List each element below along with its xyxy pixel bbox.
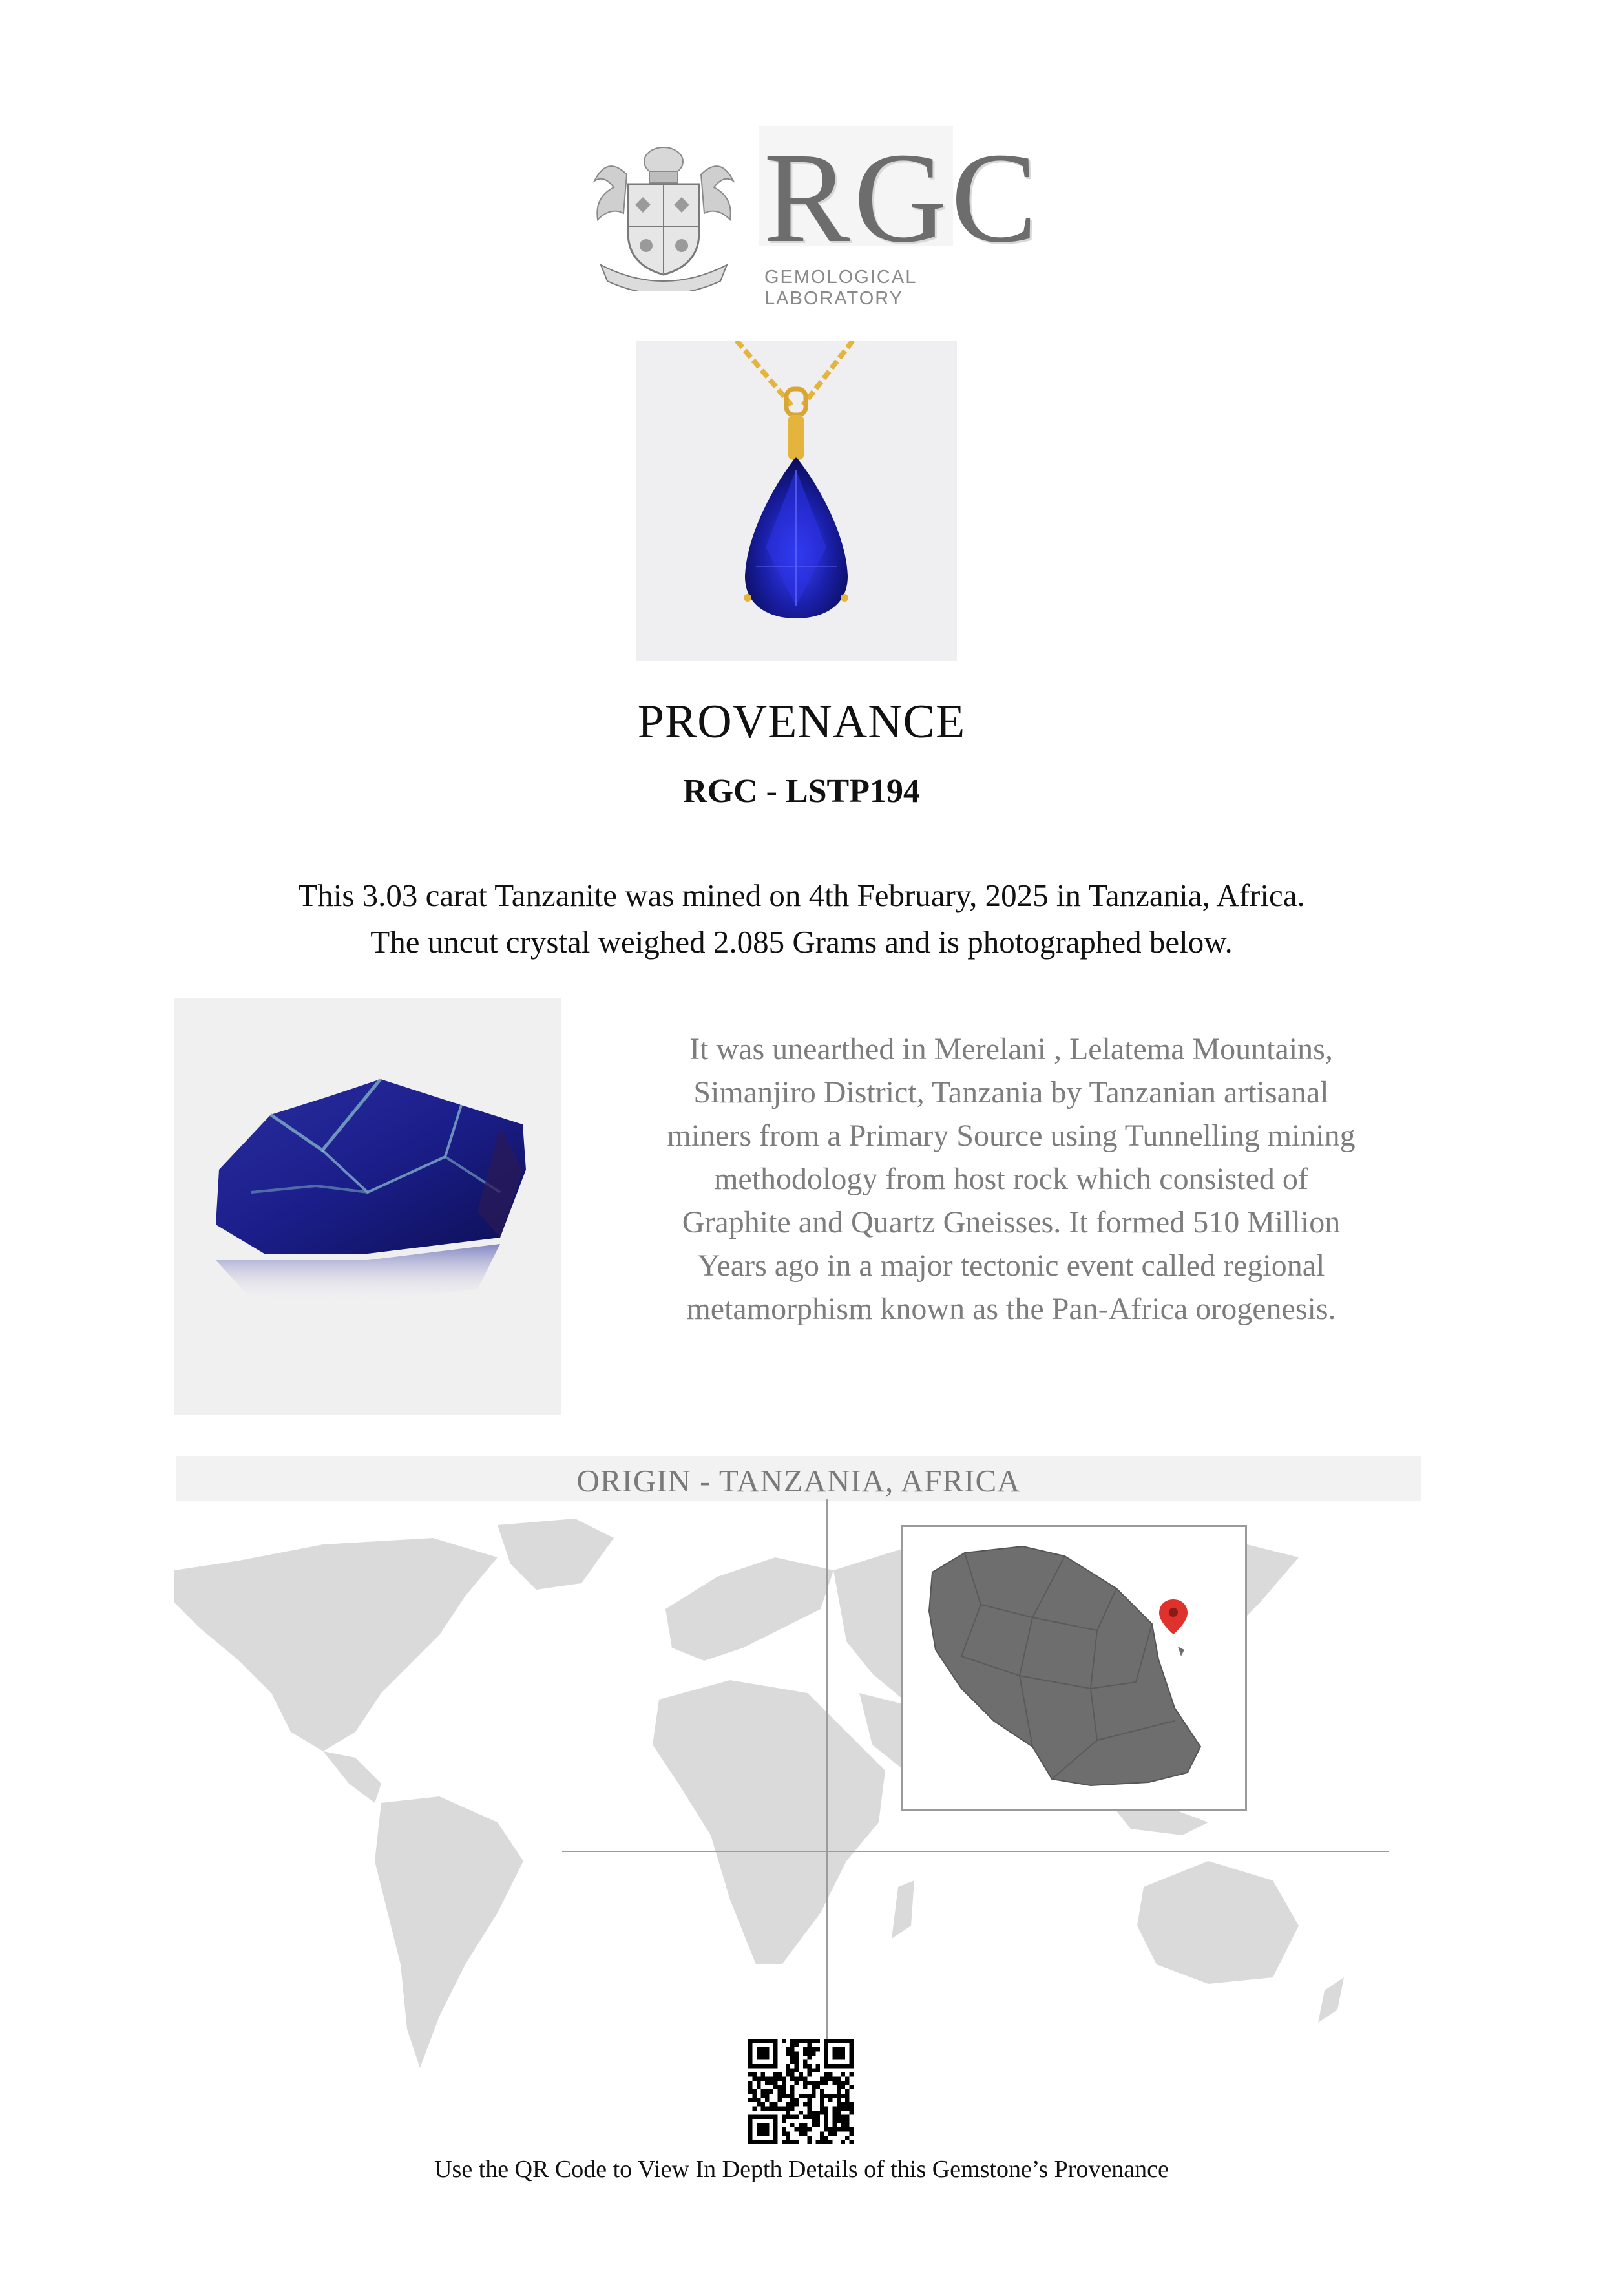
qr-caption: Use the QR Code to View In Depth Details of this Gemstone’s Provenance xyxy=(434,2156,1169,2183)
description-line: Graphite and Quartz Gneisses. It formed 510 Million xyxy=(682,1205,1341,1239)
tanzanite-pendant-image xyxy=(636,341,957,661)
rough-crystal-photo xyxy=(174,998,561,1415)
description-line: It was unearthed in Merelani , Lelatema Mountains, xyxy=(689,1032,1333,1066)
location-pin-icon xyxy=(1159,1599,1188,1634)
tanzania-inset-map xyxy=(901,1525,1247,1811)
provenance-description xyxy=(640,1027,1383,1331)
description-line: Years ago in a major tectonic event called regional xyxy=(697,1248,1325,1283)
page-title: PROVENANCE xyxy=(637,695,966,748)
description-line: miners from a Primary Source using Tunnelling mining xyxy=(667,1119,1356,1153)
logo-subtitle: GEMOLOGICAL LABORATORY xyxy=(764,267,917,309)
description-line: metamorphism known as the Pan-Africa orogenesis. xyxy=(686,1292,1336,1326)
description-line: methodology from host rock which consisted of xyxy=(714,1162,1308,1196)
reference-number: RGC - LSTP194 xyxy=(683,773,920,810)
intro-paragraph xyxy=(0,872,1603,965)
qr-code[interactable] xyxy=(748,2039,854,2144)
origin-label: ORIGIN - TANZANIA, AFRICA xyxy=(176,1456,1421,1501)
tanzania-map-graphic xyxy=(903,1527,1245,1809)
qr-code-graphic xyxy=(748,2039,854,2144)
intro-line: This 3.03 carat Tanzanite was mined on 4th February, 2025 in Tanzania, Africa. xyxy=(298,878,1305,913)
pendant-photo xyxy=(636,341,957,661)
rgc-logo xyxy=(588,126,1042,309)
intro-line: The uncut crystal weighed 2.085 Grams and is photographed below. xyxy=(370,924,1233,960)
description-line: Simanjiro District, Tanzania by Tanzanian artisanal xyxy=(693,1075,1329,1110)
rough-tanzanite-image xyxy=(174,998,561,1415)
logo-text: RGC xyxy=(764,127,1042,269)
crest-icon xyxy=(588,136,740,291)
